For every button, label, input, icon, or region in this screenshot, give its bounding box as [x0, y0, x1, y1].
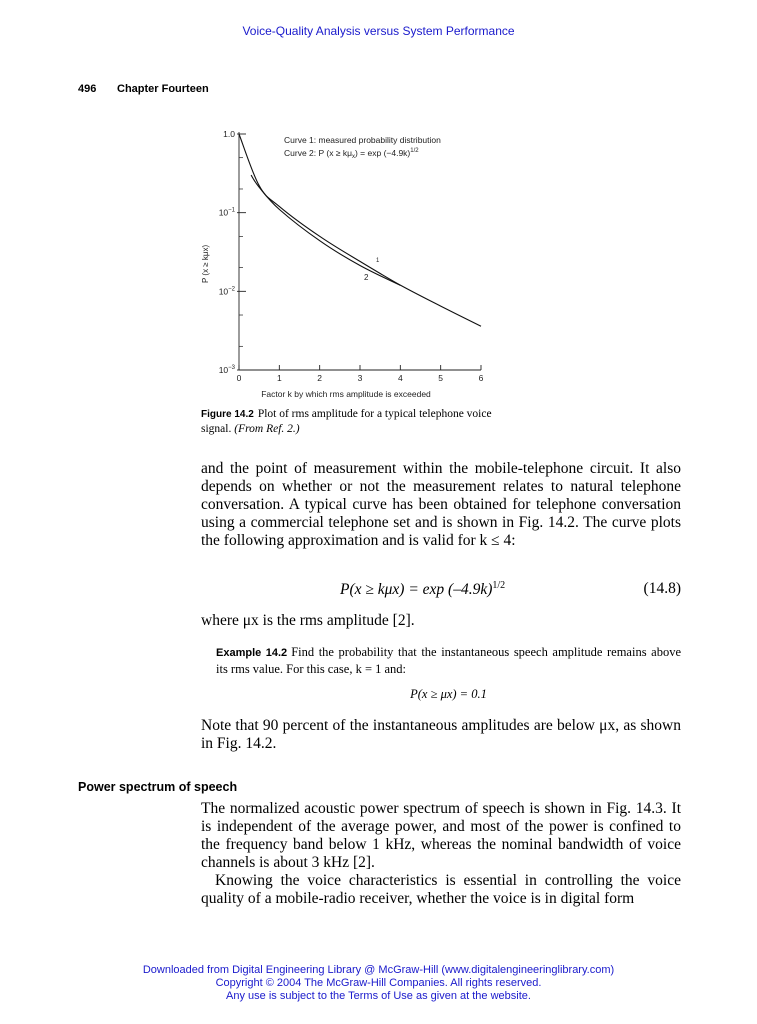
- section-heading: Power spectrum of speech: [78, 780, 238, 794]
- caption-text: Plot of rms amplitude for a typical telephone voice signal.: [201, 408, 492, 435]
- curve-1: [239, 134, 481, 326]
- y-tick-label: $10^{-3}$: [218, 365, 235, 375]
- figure-14-2-chart: [196, 118, 496, 408]
- body-paragraph-1: and the point of measurement within the mobile-telephone circuit. It also depends on whether or not the measurement relates to natural telephone conversation. A typical curve has been obtained for telephone conversation using a commercial telephone set and is shown in Fig. 14.2. The curve plots the following approximation and is valid for k ≤ 4:: [201, 460, 681, 549]
- body-paragraph-3: Note that 90 percent of the instantaneous amplitudes are below μx, as shown in Fig. 14.2.: [201, 717, 681, 752]
- x-tick-label: 6: [478, 373, 484, 383]
- curve-1-label: 1: [376, 258, 380, 264]
- page-number: 496: [78, 83, 97, 95]
- y-tick-label: 1.0: [223, 129, 235, 139]
- equation-lhs: P(x ≥ kμx) = exp (–4.9k): [340, 581, 493, 599]
- example-14-2: [216, 644, 681, 677]
- chapter-title: Chapter Fourteen: [117, 83, 209, 95]
- curve-2: [251, 175, 400, 285]
- caption-source: (From Ref. 2.): [234, 423, 300, 435]
- x-tick-label: 3: [357, 373, 363, 383]
- body-paragraph-5: Knowing the voice characteristics is essential in controlling the voice quality of a mobile-radio receiver, whether the voice is in digital form: [201, 872, 681, 907]
- y-tick-label: $10^{-2}$: [218, 286, 235, 297]
- figure-caption: [201, 407, 501, 436]
- example-text: Find the probability that the instantaneous speech amplitude remains above its rms value. For this case, k = 1 and:: [216, 645, 681, 676]
- x-tick-label: 4: [397, 373, 403, 383]
- curve-2-label: 2: [364, 273, 369, 282]
- footer-download-link[interactable]: Downloaded from Digital Engineering Library @ McGraw-Hill (www.digitalengineeringlibrary.com): [142, 964, 615, 976]
- x-axis-label: Factor k by which rms amplitude is exceeded: [261, 389, 431, 399]
- x-tick-label: 0: [236, 373, 242, 383]
- footer-copyright: Copyright © 2004 The McGraw-Hill Companies. All rights reserved.: [215, 977, 542, 989]
- x-tick-label: 5: [438, 373, 444, 383]
- x-tick-label: 1: [276, 373, 282, 383]
- body-paragraph-4: The normalized acoustic power spectrum of speech is shown in Fig. 14.3. It is independent of the average power, and most of the power is confined to the frequency band below 1 kHz, whereas the nominal bandwidth of voice channels is about 3 kHz [2].: [201, 800, 681, 871]
- equation-number: (14.8): [643, 580, 681, 597]
- footer-terms: Any use is subject to the Terms of Use as given at the website.: [226, 990, 531, 1002]
- x-tick-label: 2: [317, 373, 323, 383]
- chart-axes: [239, 132, 481, 370]
- body-paragraph-2: where μx is the rms amplitude [2].: [201, 612, 415, 629]
- footer: [0, 964, 757, 1003]
- equation-14-8: [201, 580, 681, 600]
- equation-exponent: 1/2: [492, 580, 506, 591]
- legend-curve-1: Curve 1: measured probability distribution: [284, 135, 441, 145]
- y-tick-label: $10^{-1}$: [218, 207, 235, 218]
- example-equation: P(x ≥ μx) = 0.1: [410, 687, 487, 701]
- figure-label: Figure 14.2: [201, 409, 254, 420]
- y-axis-label: P (x ≥ kμx): [201, 244, 210, 283]
- legend-curve-2: Curve 2: P $(x \ge k\mu_x) = \exp (-4.9k)^{1/2}$: [284, 148, 419, 160]
- example-label: Example 14.2: [216, 647, 288, 659]
- header-link[interactable]: Voice-Quality Analysis versus System Performance: [242, 24, 515, 38]
